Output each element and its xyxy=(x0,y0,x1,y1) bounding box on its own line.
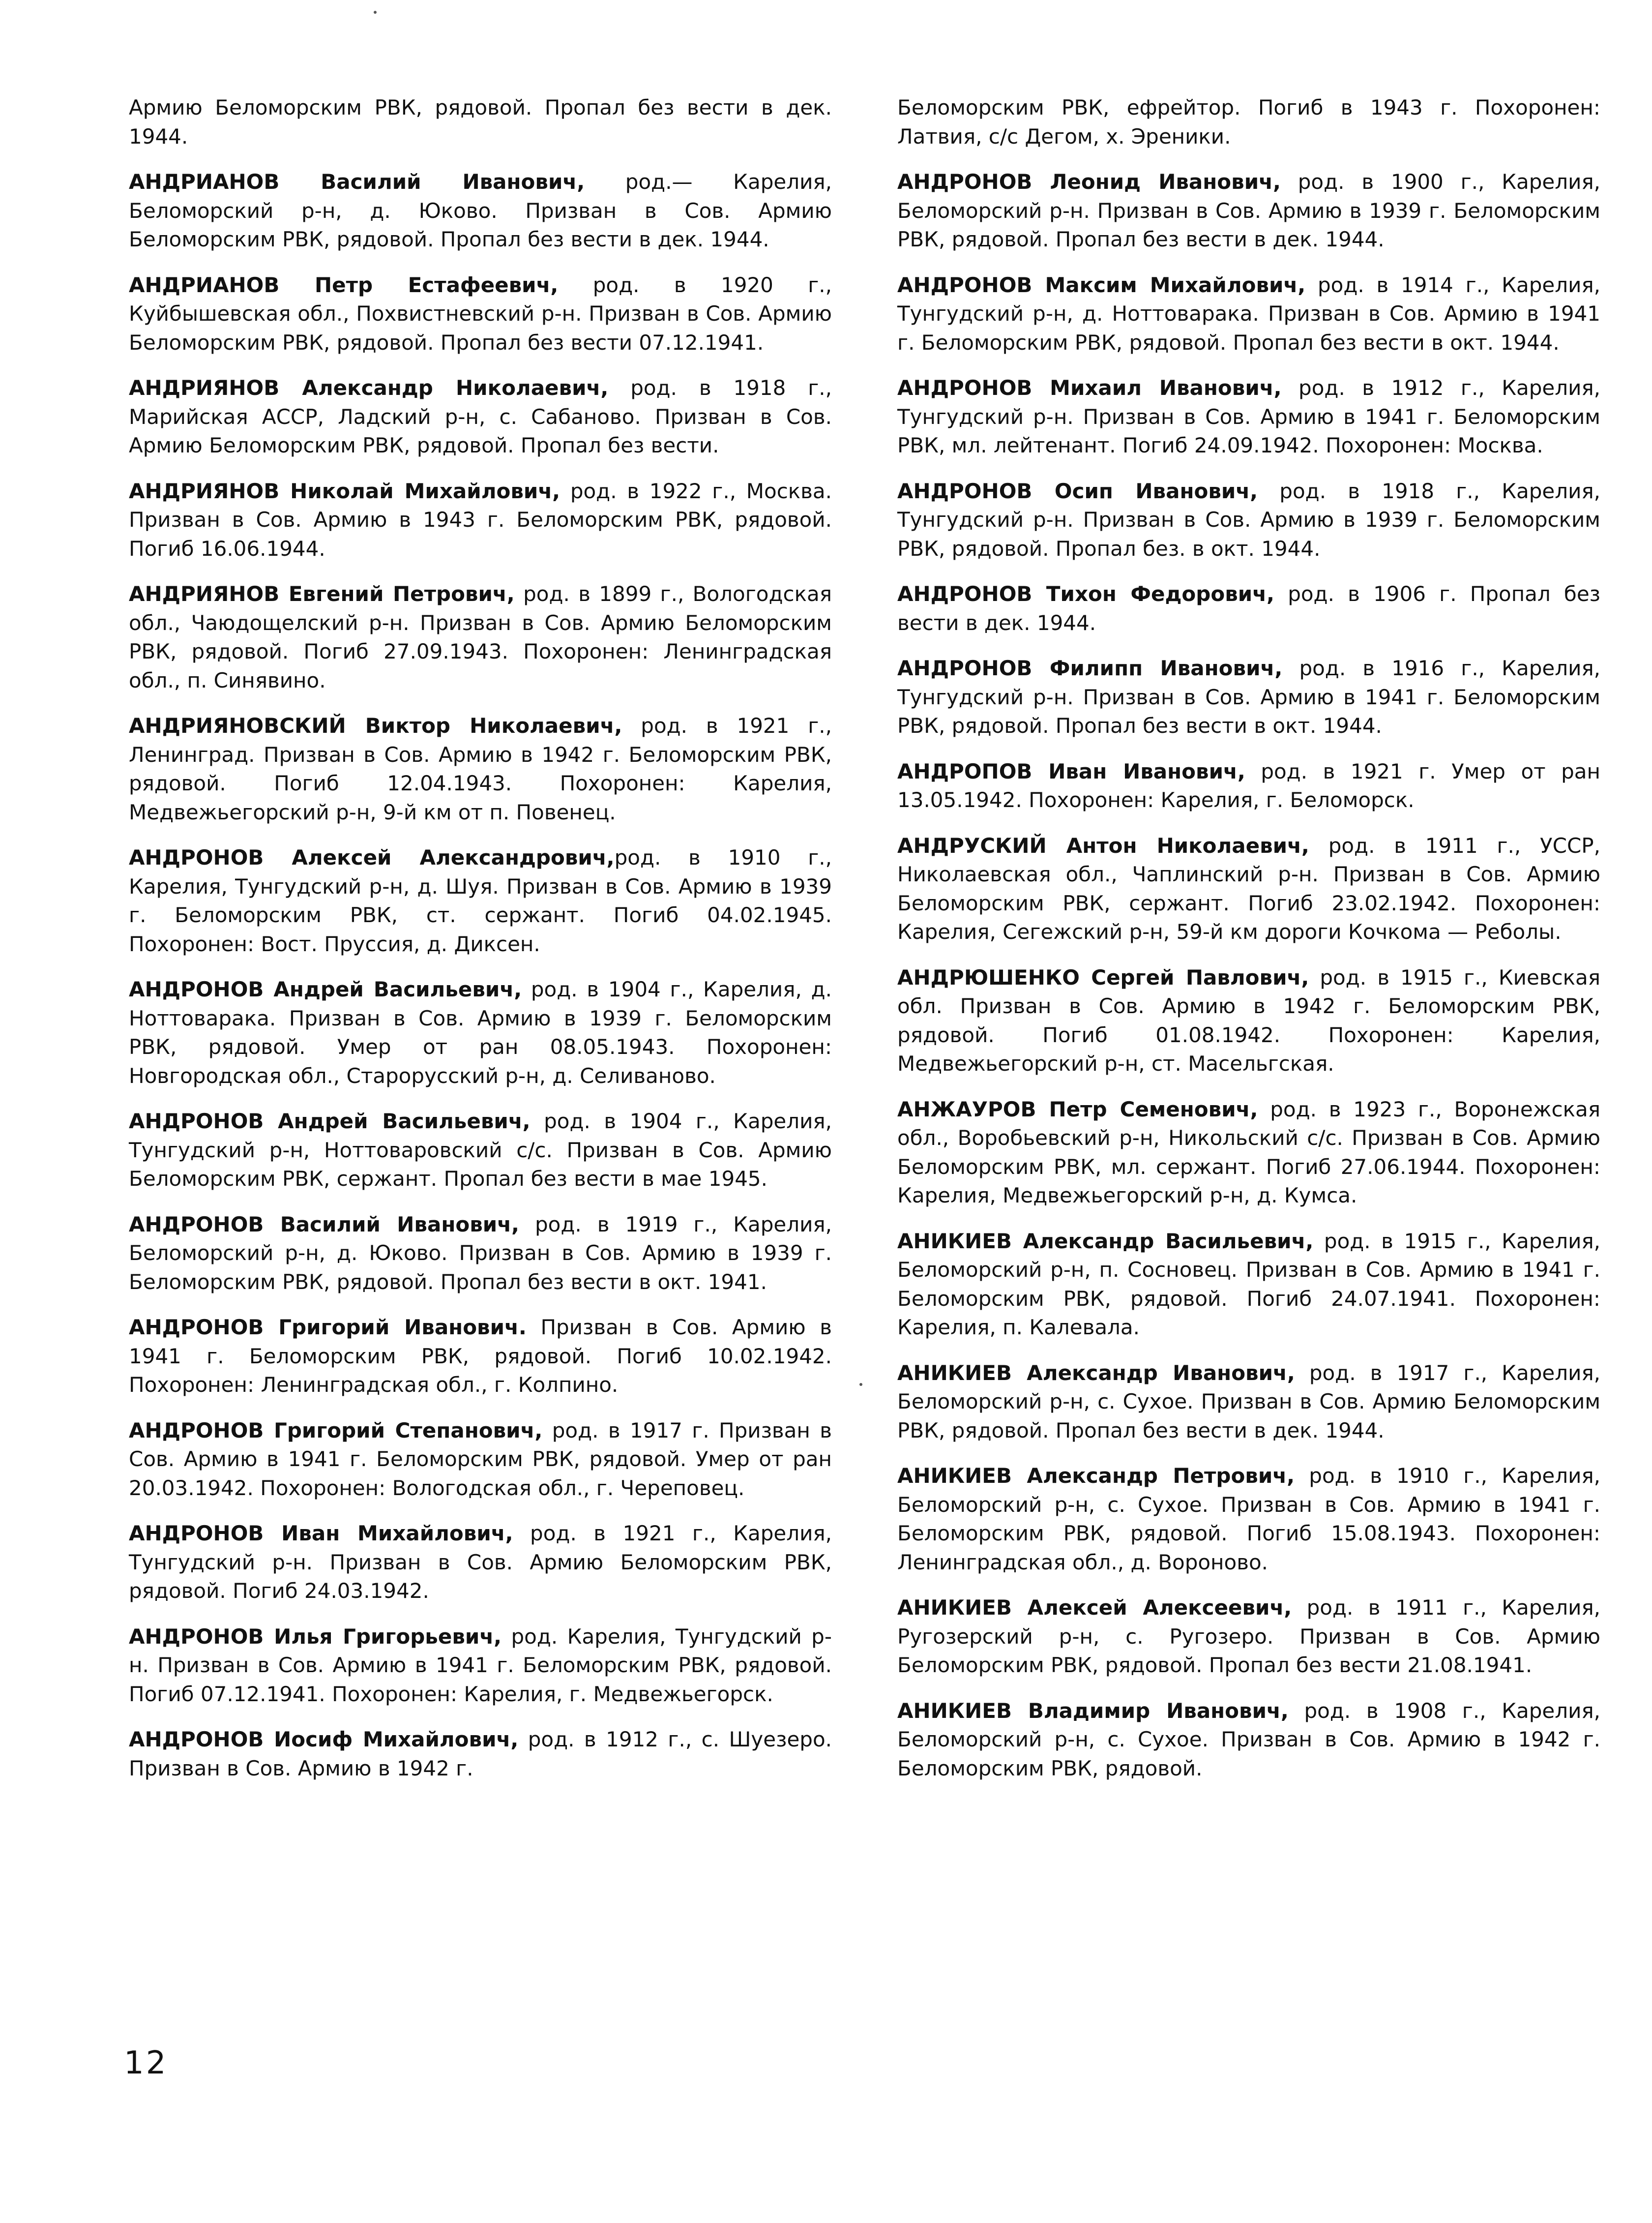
entry-text: род. в 1918 г., Марийская АССР, Ладский р-н, с. Сабаново. Призван в Сов. Армию Беломорским РВК, рядовой. Пропал без вести. xyxy=(129,376,832,457)
entry xyxy=(129,1416,832,1503)
entry-text: род. в 1900 г., Карелия, Беломорский р-н. Призван в Сов. Армию в 1939 г. Беломорским РВК, рядовой. Пропал без вести в дек. 1944. xyxy=(897,170,1600,251)
right-column xyxy=(897,93,1600,1800)
entry-text: род. в 1899 г., Вологодская обл., Чаюдощелский р-н. Призван в Сов. Армию Беломорским РВК, рядовой. Погиб 27.09.1943. Похоронен: Ленинградская обл., п. Синявино. xyxy=(129,582,832,692)
entry xyxy=(897,477,1600,564)
entry-name: АНДРОНОВ Леонид Иванович, xyxy=(897,170,1281,194)
entry xyxy=(129,1107,832,1194)
entry-name: АНДРОНОВ Иосиф Михайлович, xyxy=(129,1727,519,1751)
entry-name: АНИКИЕВ Алексей Алексеевич, xyxy=(897,1595,1292,1620)
entry-text: род. в 1910 г., Карелия, Тунгудский р-н, д. Шуя. Призван в Сов. Армию в 1939 г. Беломорским РВК, ст. сержант. Погиб 04.02.1945. Похоронен: Вост. Пруссия, д. Диксен. xyxy=(129,845,832,956)
entry xyxy=(897,168,1600,254)
entry-name: АНДРУСКИЙ Антон Николаевич, xyxy=(897,833,1309,858)
entry-name: АНДРОНОВ Илья Григорьевич, xyxy=(129,1624,502,1649)
entry xyxy=(897,832,1600,947)
entry-text: род. в 1917 г. Призван в Сов. Армию в 1941 г. Беломорским РВК, рядовой. Умер от ран 20.03.1942. Похоронен: Вологодская обл., г. Череповец. xyxy=(129,1418,832,1500)
entry xyxy=(897,757,1600,815)
entry-name: АНИКИЕВ Александр Петрович, xyxy=(897,1464,1295,1488)
entry-text: род. Карелия, Тунгудский р-н. Призван в Сов. Армию в 1941 г. Беломорским РВК, рядовой. Погиб 07.12.1941. Похоронен: Карелия, г. Медвежьегорск. xyxy=(129,1624,832,1706)
entry-text: род. в 1919 г., Карелия, Беломорский р-н, д. Юково. Призван в Сов. Армию в 1939 г. Беломорским РВК, рядовой. Пропал без вести в окт. 1941. xyxy=(129,1212,832,1294)
entry xyxy=(129,1210,832,1297)
entry-text: род. в 1911 г., УССР, Николаевская обл., Чаплинский р-н. Призван в Сов. Армию Беломорским РВК, сержант. Погиб 23.02.1942. Похоронен: Карелия, Сегежский р-н, 59-й км дороги Кочкома — Реболы. xyxy=(897,833,1600,944)
entry-name: АНДРОНОВ Алексей Александрович, xyxy=(129,845,615,870)
entry-text: Призван в Сов. Армию в 1941 г. Беломорским РВК, рядовой. Погиб 10.02.1942. Похоронен: Ленинградская обл., г. Колпино. xyxy=(129,1315,832,1397)
entry-text: род. в 1912 г., с. Шуезеро. Призван в Сов. Армию в 1942 г. xyxy=(129,1727,832,1780)
entry-text: род. в 1915 г., Киевская обл. Призван в Сов. Армию в 1942 г. Беломорским РВК, рядовой. Погиб 01.08.1942. Похоронен: Карелия, Медвежьегорский р-н, ст. Масельгская. xyxy=(897,965,1600,1076)
entry xyxy=(129,843,832,959)
entry-name: АНДРОНОВ Василий Иванович, xyxy=(129,1212,520,1236)
entry xyxy=(897,1227,1600,1342)
entry xyxy=(129,975,832,1090)
entry xyxy=(897,271,1600,358)
entry xyxy=(129,1725,832,1783)
entry-text: род. в 1921 г., Карелия, Тунгудский р-н. Призван в Сов. Армию Беломорским РВК, рядовой. Погиб 24.03.1942. xyxy=(129,1521,832,1603)
entry-text: род. в 1914 г., Карелия, Тунгудский р-н, д. Ноттоварака. Призван в Сов. Армию в 1941 г. Беломорским РВК, рядовой. Пропал без вести в окт. 1944. xyxy=(897,272,1600,355)
entry xyxy=(129,168,832,254)
entry xyxy=(129,477,832,564)
entry-text: род. в 1922 г., Москва. Призван в Сов. Армию в 1943 г. Беломорским РВК, рядовой. Погиб 16.06.1944. xyxy=(129,479,832,561)
entry xyxy=(129,580,832,695)
entry-text: род. в 1904 г., Карелия, д. Ноттоварака. Призван в Сов. Армию в 1939 г. Беломорским РВК, рядовой. Умер от ран 08.05.1943. Похоронен: Новгородская обл., Старорусский р-н, д. Селиваново. xyxy=(129,977,832,1088)
entry-name: АНДРИАНОВ Петр Естафеевич, xyxy=(129,272,559,297)
entry-text: род. в 1923 г., Воронежская обл., Воробьевский р-н, Никольский с/с. Призван в Сов. Армию Беломорским РВК, мл. сержант. Погиб 27.06.1944. Похоронен: Карелия, Медвежьегорский р-н, д. Кумса. xyxy=(897,1097,1600,1207)
entry-text: род. в 1916 г., Карелия, Тунгудский р-н. Призван в Сов. Армию в 1941 г. Беломорским РВК, рядовой. Пропал без вести в окт. 1944. xyxy=(897,656,1600,738)
entry-name: АНИКИЕВ Владимир Иванович, xyxy=(897,1698,1289,1723)
entry-name: АНДРОНОВ Тихон Федорович, xyxy=(897,582,1275,606)
entry xyxy=(897,1359,1600,1445)
entry-text: род. в 1918 г., Карелия, Тунгудский р-н. Призван в Сов. Армию в 1939 г. Беломорским РВК, рядовой. Пропал без. в окт. 1944. xyxy=(897,479,1601,561)
print-speck xyxy=(374,11,377,14)
entry-text: род. в 1904 г., Карелия, Тунгудский р-н, Ноттоваровский с/с. Призван в Сов. Армию Беломорским РВК, сержант. Пропал без вести в мае 1945. xyxy=(129,1109,832,1191)
entry-name: АНДРОНОВ Максим Михайлович, xyxy=(897,272,1306,297)
entry xyxy=(897,1593,1600,1680)
entry xyxy=(897,1095,1600,1210)
entry-text: род. в 1921 г., Ленинград. Призван в Сов. Армию в 1942 г. Беломорским РВК, рядовой. Погиб 12.04.1943. Похоронен: Карелия, Медвежьегорский р-н, 9-й км от п. Повенец. xyxy=(129,714,832,824)
entry-text: род. в 1921 г. Умер от ран 13.05.1942. Похоронен: Карелия, г. Беломорск. xyxy=(897,759,1600,812)
entry-name: АНДРИЯНОВСКИЙ Виктор Николаевич, xyxy=(129,714,622,738)
entry-name: АНДРЮШЕНКО Сергей Павлович, xyxy=(897,965,1309,990)
entry-text: род. в 1917 г., Карелия, Беломорский р-н, с. Сухое. Призван в Сов. Армию Беломорским РВК, рядовой. Пропал без вести в дек. 1944. xyxy=(897,1360,1600,1442)
entry-text: род. в 1920 г., Куйбышевская обл., Похвистневский р-н. Призван в Сов. Армию Беломорским РВК, рядовой. Пропал без вести 07.12.1941. xyxy=(129,272,832,355)
entry-text: род. в 1911 г., Карелия, Ругозерский р-н, с. Ругозеро. Призван в Сов. Армию Беломорским РВК, рядовой. Пропал без вести 21.08.1941. xyxy=(897,1595,1601,1677)
entry-text: Армию Беломорским РВК, рядовой. Пропал без вести в дек. 1944. xyxy=(129,95,832,149)
entry xyxy=(897,1462,1600,1577)
entry xyxy=(129,1622,832,1709)
entry-text: род. в 1906 г. Пропал без вести в дек. 1944. xyxy=(897,582,1601,635)
page-number: 12 xyxy=(124,2045,168,2081)
left-column xyxy=(129,93,832,1800)
entry xyxy=(129,1519,832,1606)
entry xyxy=(897,374,1600,460)
entry xyxy=(897,963,1600,1079)
entry-name: АНДРОНОВ Михаил Иванович, xyxy=(897,376,1282,400)
entry-text: род.— Карелия, Беломорский р-н, д. Юково. Призван в Сов. Армию Беломорским РВК, рядовой. Пропал без вести в дек. 1944. xyxy=(129,170,832,251)
entry xyxy=(129,271,832,358)
entry-name: АНДРОНОВ Григорий Иванович. xyxy=(129,1315,527,1339)
entry xyxy=(897,580,1600,637)
entry xyxy=(129,93,832,151)
entry-name: АНИКИЕВ Александр Иванович, xyxy=(897,1360,1295,1385)
entry-text: род. в 1910 г., Карелия, Беломорский р-н, с. Сухое. Призван в Сов. Армию в 1941 г. Беломорским РВК, рядовой. Погиб 15.08.1943. Похоронен: Ленинградская обл., д. Вороново. xyxy=(897,1464,1601,1574)
entry-name: АНДРИАНОВ Василий Иванович, xyxy=(129,170,585,194)
entry-text: род. в 1915 г., Карелия, Беломорский р-н, п. Сосновец. Призван в Сов. Армию в 1941 г. Беломорским РВК, рядовой. Погиб 24.07.1941. Похоронен: Карелия, п. Калевала. xyxy=(897,1229,1600,1339)
entry-name: АНЖАУРОВ Петр Семенович, xyxy=(897,1097,1258,1121)
entry xyxy=(129,1313,832,1400)
entry-name: АНДРОПОВ Иван Иванович, xyxy=(897,759,1245,783)
entry-name: АНДРОНОВ Осип Иванович, xyxy=(897,479,1258,503)
entry-name: АНДРОНОВ Иван Михайлович, xyxy=(129,1521,513,1545)
entry-text: Беломорским РВК, ефрейтор. Погиб в 1943 г. Похоронен: Латвия, с/с Дегом, х. Эреники. xyxy=(897,95,1600,149)
entry xyxy=(897,654,1600,741)
entry-text: род. в 1912 г., Карелия, Тунгудский р-н. Призван в Сов. Армию в 1941 г. Беломорским РВК, мл. лейтенант. Погиб 24.09.1942. Похоронен: Москва. xyxy=(897,376,1601,457)
entry xyxy=(897,93,1600,151)
entry-name: АНДРОНОВ Филипп Иванович, xyxy=(897,656,1283,680)
entry xyxy=(129,374,832,460)
entry-text: род. в 1908 г., Карелия, Беломорский р-н, с. Сухое. Призван в Сов. Армию в 1942 г. Беломорским РВК, рядовой. xyxy=(897,1698,1601,1780)
entry-name: АНДРОНОВ Андрей Васильевич, xyxy=(129,977,522,1001)
entry-name: АНДРИЯНОВ Николай Михайлович, xyxy=(129,479,560,503)
entry-name: АНДРИЯНОВ Евгений Петрович, xyxy=(129,582,515,606)
entry-name: АНДРИЯНОВ Александр Николаевич, xyxy=(129,376,609,400)
entry-name: АНДРОНОВ Андрей Васильевич, xyxy=(129,1109,531,1133)
entry-name: АНДРОНОВ Григорий Степанович, xyxy=(129,1418,543,1442)
entry-name: АНИКИЕВ Александр Васильевич, xyxy=(897,1229,1314,1253)
entry xyxy=(897,1697,1600,1783)
entry xyxy=(129,712,832,827)
print-speck xyxy=(859,1383,862,1386)
